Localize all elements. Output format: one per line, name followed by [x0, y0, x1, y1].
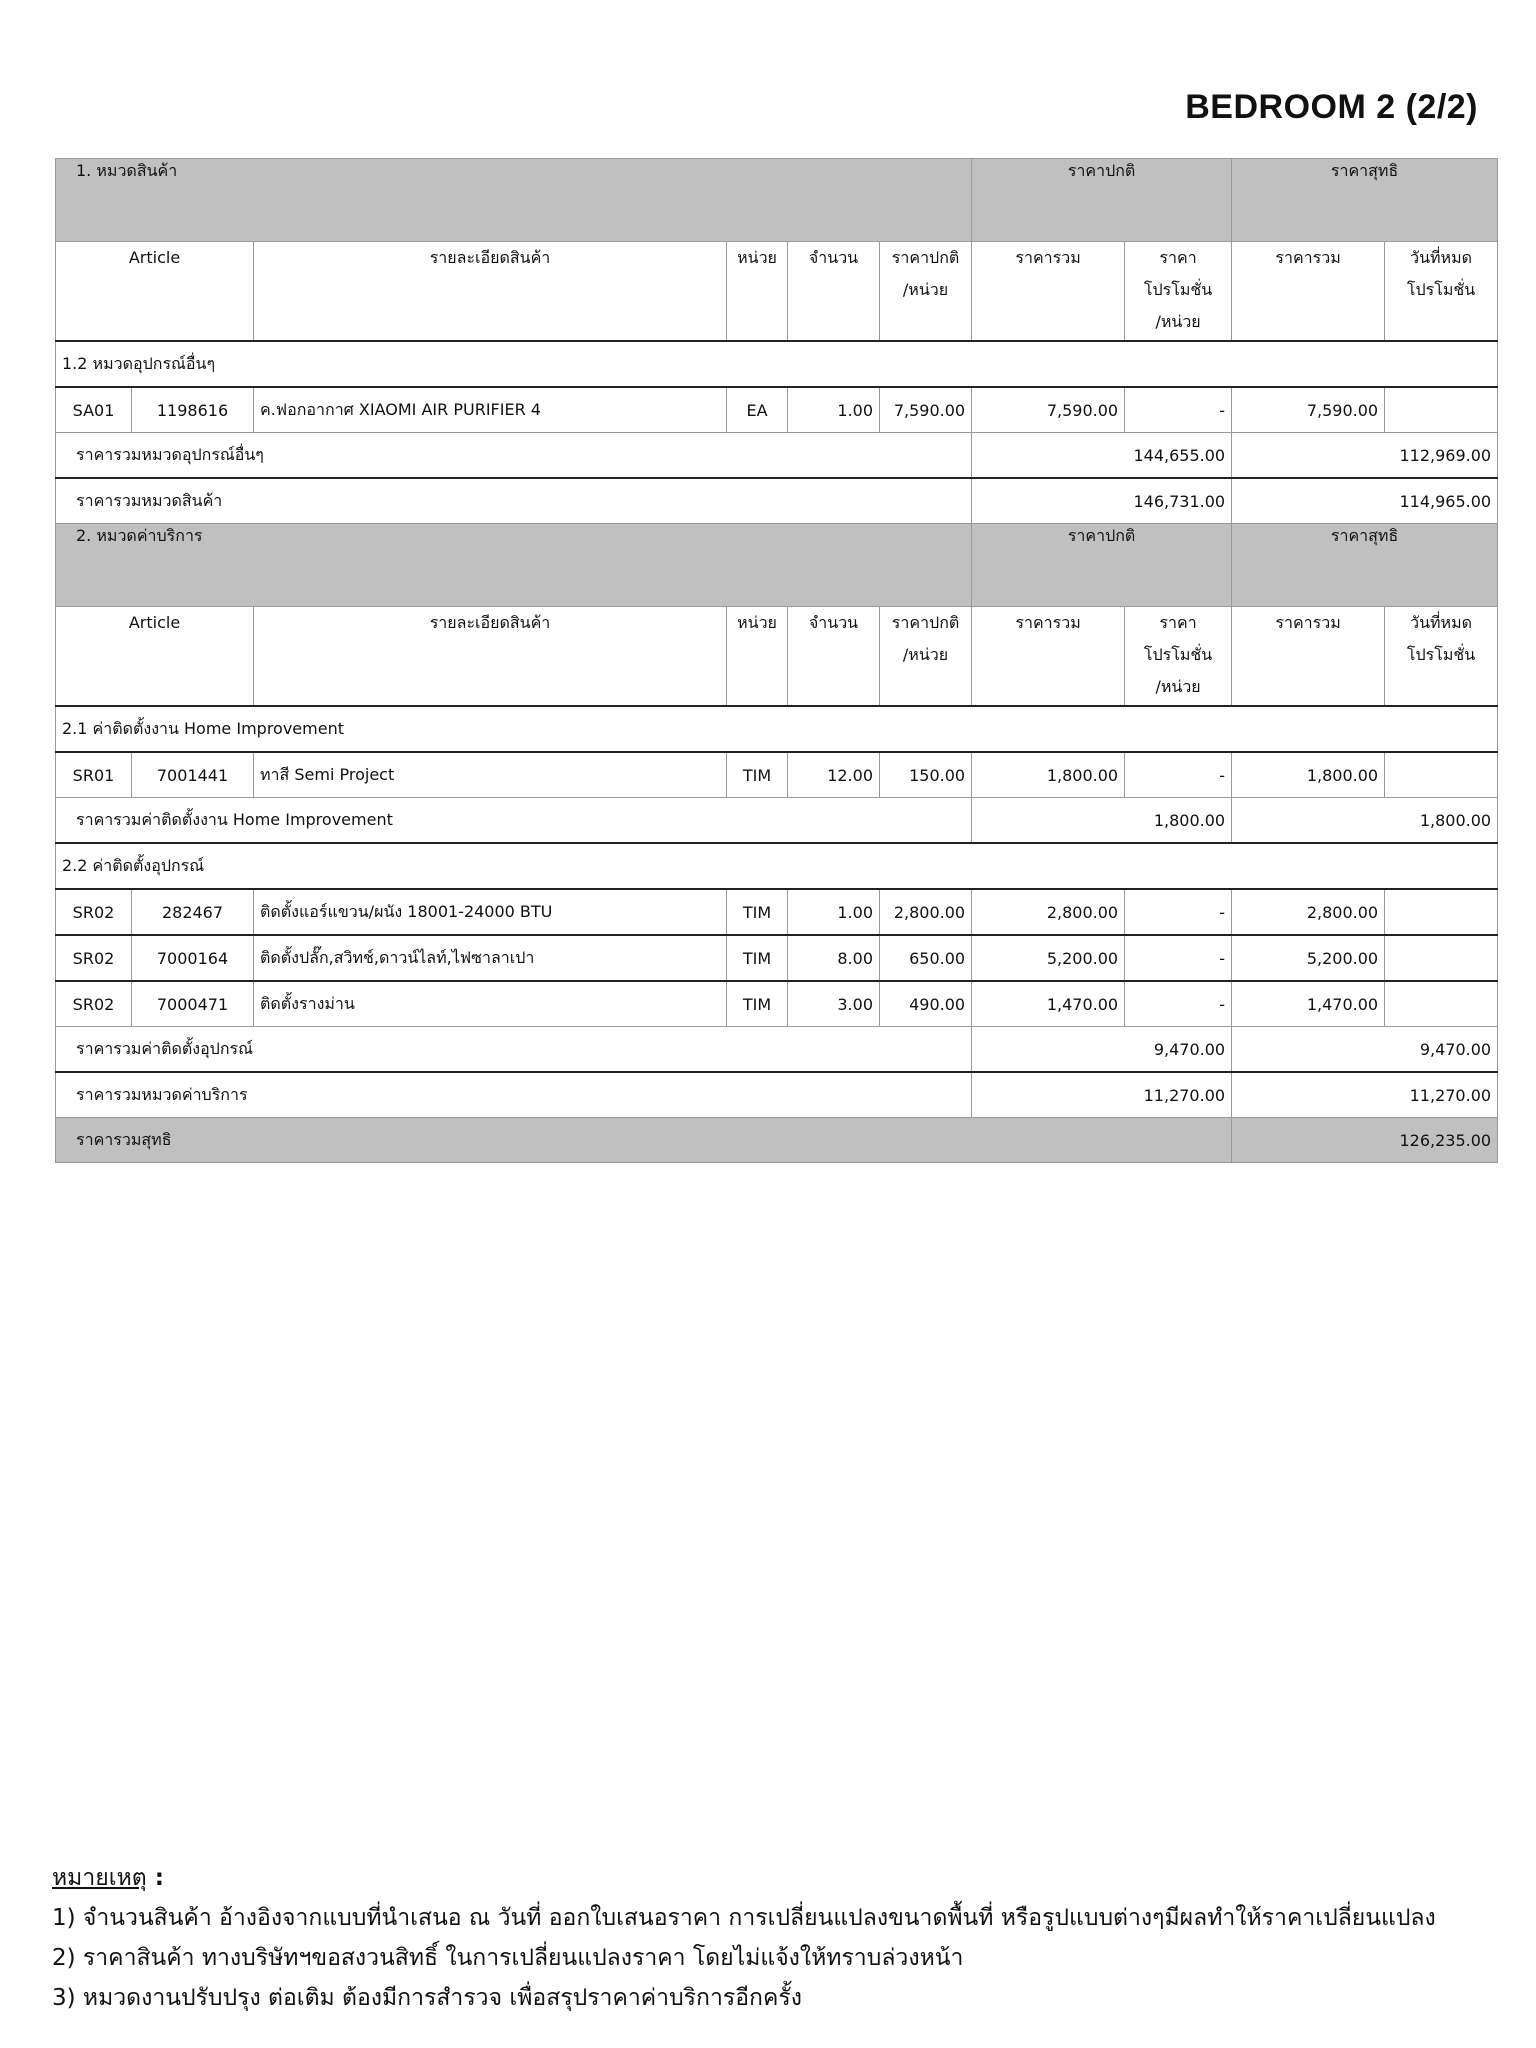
subsection-summary: [56, 1027, 1498, 1073]
note-line: 3) หมวดงานปรับปรุง ต่อเติม ต้องมีการสำรวจ เพื่อสรุปราคาค่าบริการอีกครั้ง: [52, 1985, 802, 2011]
item-unit-price: 650.00: [880, 935, 972, 981]
item-article: 282467: [132, 889, 254, 935]
section-label: 2. หมวดค่าบริการ: [56, 524, 972, 607]
total-normal: 146,731.00: [972, 478, 1232, 524]
item-promo: -: [1125, 387, 1232, 433]
table-row: [56, 935, 1498, 981]
notes-heading: หมายเหตุ: [52, 1865, 147, 1891]
col-article: Article: [56, 242, 254, 342]
net-price-header: ราคาสุทธิ: [1232, 159, 1498, 242]
col-normal-total: ราคารวม: [972, 607, 1125, 707]
subsection-label: 2.2 ค่าติดตั้งอุปกรณ์: [56, 843, 1498, 889]
net-price-header: ราคาสุทธิ: [1232, 524, 1498, 607]
item-unit-price: 150.00: [880, 752, 972, 798]
item-promo-end: [1385, 752, 1498, 798]
total-label: ราคารวมหมวดค่าบริการ: [56, 1072, 972, 1118]
quotation-table: [55, 158, 1498, 1163]
col-article: Article: [56, 607, 254, 707]
col-normal-total: ราคารวม: [972, 242, 1125, 342]
item-unit: TIM: [727, 981, 788, 1027]
item-promo-end: [1385, 387, 1498, 433]
col-qty: จำนวน: [788, 607, 880, 707]
item-article: 7000164: [132, 935, 254, 981]
col-label: โปรโมชั่น: [1143, 645, 1213, 664]
item-net: 1,800.00: [1232, 752, 1385, 798]
col-description: รายละเอียดสินค้า: [254, 607, 727, 707]
col-promo-end: [1385, 607, 1498, 707]
item-description: ค.ฟอกอากาศ XIAOMI AIR PURIFIER 4: [254, 387, 727, 433]
item-description: ติดตั้งแอร์แขวน/ผนัง 18001-24000 BTU: [254, 889, 727, 935]
subsection-row: [56, 341, 1498, 387]
col-qty: จำนวน: [788, 242, 880, 342]
section-total: [56, 478, 1498, 524]
item-unit: TIM: [727, 889, 788, 935]
total-net: 114,965.00: [1232, 478, 1498, 524]
subsection-label: 2.1 ค่าติดตั้งงาน Home Improvement: [56, 706, 1498, 752]
item-description: ทาสี Semi Project: [254, 752, 727, 798]
notes-colon: :: [146, 1865, 164, 1891]
item-code: SR01: [56, 752, 132, 798]
col-label: /หน่วย: [1155, 312, 1201, 331]
item-qty: 3.00: [788, 981, 880, 1027]
section-header-services: [56, 524, 1498, 607]
section-label: 1. หมวดสินค้า: [56, 159, 972, 242]
notes: [52, 1858, 1436, 2018]
item-promo-end: [1385, 981, 1498, 1027]
summary-label: ราคารวมค่าติดตั้งอุปกรณ์: [56, 1027, 972, 1073]
summary-normal: 1,800.00: [972, 798, 1232, 844]
item-unit-price: 7,590.00: [880, 387, 972, 433]
column-headers: [56, 242, 1498, 342]
summary-normal: 9,470.00: [972, 1027, 1232, 1073]
item-promo-end: [1385, 935, 1498, 981]
total-net: 11,270.00: [1232, 1072, 1498, 1118]
item-qty: 12.00: [788, 752, 880, 798]
subsection-row: [56, 706, 1498, 752]
col-promo-unit-price: [1125, 242, 1232, 342]
item-article: 7001441: [132, 752, 254, 798]
item-total: 1,800.00: [972, 752, 1125, 798]
item-promo: -: [1125, 889, 1232, 935]
table-row: [56, 752, 1498, 798]
item-promo-end: [1385, 889, 1498, 935]
item-net: 2,800.00: [1232, 889, 1385, 935]
item-net: 7,590.00: [1232, 387, 1385, 433]
col-label: /หน่วย: [902, 645, 949, 664]
item-promo: -: [1125, 935, 1232, 981]
subsection-summary: [56, 433, 1498, 479]
grand-total-row: [56, 1118, 1498, 1163]
col-label: วันที่หมด: [1410, 613, 1473, 632]
item-article: 7000471: [132, 981, 254, 1027]
total-normal: 11,270.00: [972, 1072, 1232, 1118]
item-total: 1,470.00: [972, 981, 1125, 1027]
column-headers: [56, 607, 1498, 707]
summary-label: ราคารวมหมวดอุปกรณ์อื่นๆ: [56, 433, 972, 479]
item-unit: TIM: [727, 935, 788, 981]
grand-total-value: 126,235.00: [1232, 1118, 1498, 1163]
note-line: 1) จำนวนสินค้า อ้างอิงจากแบบที่นำเสนอ ณ วันที่ ออกใบเสนอราคา การเปลี่ยนแปลงขนาดพื้นที่ หรือรูปแบบต่างๆมีผลทำให้ราคาเปลี่ยนแปลง: [52, 1905, 1436, 1931]
grand-total-label: ราคารวมสุทธิ: [56, 1118, 1232, 1163]
item-unit: TIM: [727, 752, 788, 798]
item-unit-price: 2,800.00: [880, 889, 972, 935]
item-qty: 1.00: [788, 387, 880, 433]
col-net-total: ราคารวม: [1232, 242, 1385, 342]
item-net: 5,200.00: [1232, 935, 1385, 981]
section-total: [56, 1072, 1498, 1118]
col-label: โปรโมชั่น: [1143, 280, 1213, 299]
col-unit: หน่วย: [727, 607, 788, 707]
col-promo-end: [1385, 242, 1498, 342]
col-promo-unit-price: [1125, 607, 1232, 707]
col-normal-unit-price: [880, 242, 972, 342]
summary-label: ราคารวมค่าติดตั้งงาน Home Improvement: [56, 798, 972, 844]
col-label: ราคา: [1159, 248, 1197, 267]
page-title: BEDROOM 2 (2/2): [1185, 88, 1478, 126]
item-total: 2,800.00: [972, 889, 1125, 935]
item-unit: EA: [727, 387, 788, 433]
note-line: 2) ราคาสินค้า ทางบริษัทฯขอสงวนสิทธิ์ ในการเปลี่ยนแปลงราคา โดยไม่แจ้งให้ทราบล่วงหน้า: [52, 1945, 964, 1971]
item-article: 1198616: [132, 387, 254, 433]
summary-net: 9,470.00: [1232, 1027, 1498, 1073]
normal-price-header: ราคาปกติ: [972, 159, 1232, 242]
normal-price-header: ราคาปกติ: [972, 524, 1232, 607]
subsection-label: 1.2 หมวดอุปกรณ์อื่นๆ: [56, 341, 1498, 387]
item-description: ติดตั้งปลั๊ก,สวิทช์,ดาวน์ไลท์,ไฟซาลาเปา: [254, 935, 727, 981]
item-net: 1,470.00: [1232, 981, 1385, 1027]
subsection-summary: [56, 798, 1498, 844]
item-description: ติดตั้งรางม่าน: [254, 981, 727, 1027]
col-label: โปรโมชั่น: [1406, 280, 1476, 299]
col-net-total: ราคารวม: [1232, 607, 1385, 707]
item-unit-price: 490.00: [880, 981, 972, 1027]
section-header-products: [56, 159, 1498, 242]
notes-heading-line: [52, 1858, 1436, 1898]
item-qty: 1.00: [788, 889, 880, 935]
col-label: /หน่วย: [1155, 677, 1201, 696]
item-code: SR02: [56, 981, 132, 1027]
item-code: SA01: [56, 387, 132, 433]
col-label: ราคาปกติ: [891, 248, 960, 267]
summary-net: 1,800.00: [1232, 798, 1498, 844]
summary-normal: 144,655.00: [972, 433, 1232, 479]
col-label: วันที่หมด: [1410, 248, 1473, 267]
summary-net: 112,969.00: [1232, 433, 1498, 479]
col-unit: หน่วย: [727, 242, 788, 342]
col-label: ราคา: [1159, 613, 1197, 632]
item-code: SR02: [56, 889, 132, 935]
item-promo: -: [1125, 981, 1232, 1027]
item-code: SR02: [56, 935, 132, 981]
item-qty: 8.00: [788, 935, 880, 981]
col-label: ราคาปกติ: [891, 613, 960, 632]
table-row: [56, 387, 1498, 433]
item-promo: -: [1125, 752, 1232, 798]
table-row: [56, 981, 1498, 1027]
col-label: /หน่วย: [902, 280, 949, 299]
item-total: 7,590.00: [972, 387, 1125, 433]
total-label: ราคารวมหมวดสินค้า: [56, 478, 972, 524]
subsection-row: [56, 843, 1498, 889]
col-normal-unit-price: [880, 607, 972, 707]
item-total: 5,200.00: [972, 935, 1125, 981]
table-row: [56, 889, 1498, 935]
col-description: รายละเอียดสินค้า: [254, 242, 727, 342]
col-label: โปรโมชั่น: [1406, 645, 1476, 664]
